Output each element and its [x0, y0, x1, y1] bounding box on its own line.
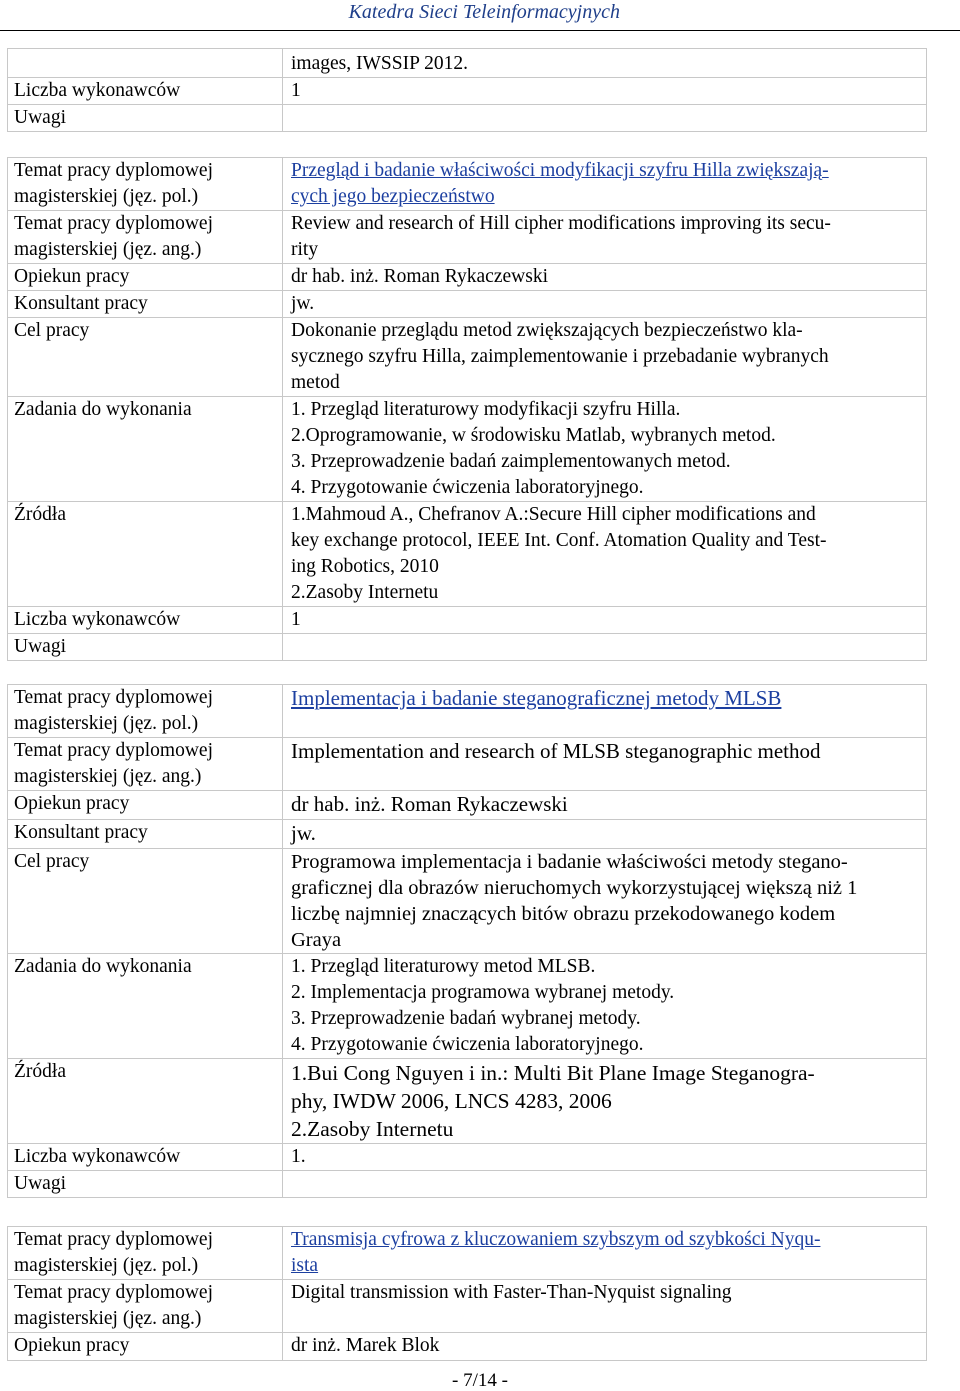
notes-value — [283, 1171, 927, 1198]
count-label: Liczba wykonawców — [8, 1144, 283, 1171]
supervisor-label: Opiekun pracy — [8, 791, 283, 820]
topic-en-value: Implementation and research of MLSB steganographic method — [283, 738, 927, 791]
page-header — [0, 0, 960, 31]
topic-pl-label: Temat pracy dyplomowej magisterskiej (jęz. pol.) — [8, 158, 283, 211]
count-value: 1. — [283, 1144, 927, 1171]
topic-en-value: Review and research of Hill cipher modifications improving its secu- rity — [283, 211, 927, 264]
count-value: 1 — [283, 607, 927, 634]
notes-value — [283, 634, 927, 661]
thesis-table-0 — [7, 48, 927, 132]
notes-label: Uwagi — [8, 1171, 283, 1198]
topic-pl-label: Temat pracy dyplomowej magisterskiej (jęz. pol.) — [8, 685, 283, 738]
topic-pl-link[interactable]: Transmisja cyfrowa z kluczowaniem szybszym od szybkości Nyqu- ista — [283, 1227, 927, 1280]
topic-pl-link[interactable]: Implementacja i badanie steganograficznej metody MLSB — [283, 685, 927, 738]
sources-label: Źródła — [8, 502, 283, 607]
sources-value: 1.Mahmoud A., Chefranov A.:Secure Hill cipher modifications and key exchange protocol, IEEE Int. Conf. Atomation Quality and Test- ing Robotics, 2010 2.Zasoby Internetu — [283, 502, 927, 607]
notes-label: Uwagi — [8, 105, 283, 132]
goal-label: Cel pracy — [8, 318, 283, 397]
thesis-table-1 — [7, 157, 927, 661]
count-label: Liczba wykonawców — [8, 607, 283, 634]
thesis-table-3 — [7, 1226, 927, 1361]
tasks-label: Zadania do wykonania — [8, 397, 283, 502]
header-title: Katedra Sieci Teleinformacyjnych — [348, 1, 620, 23]
supervisor-label: Opiekun pracy — [8, 1333, 283, 1361]
supervisor-label: Opiekun pracy — [8, 264, 283, 291]
count-value: 1 — [283, 78, 927, 105]
consultant-value: jw. — [283, 291, 927, 318]
consultant-value: jw. — [283, 820, 927, 849]
goal-value: Dokonanie przeglądu metod zwiększających bezpieczeństwo kla- sycznego szyfru Hilla, zaimplementowanie i przebadanie wybranych metod — [283, 318, 927, 397]
sources-value: 1.Bui Cong Nguyen i in.: Multi Bit Plane Image Steganogra- phy, IWDW 2006, LNCS 4283, 2006 2.Zasoby Internetu — [283, 1059, 927, 1144]
supervisor-value: dr hab. inż. Roman Rykaczewski — [283, 791, 927, 820]
topic-pl-label: Temat pracy dyplomowej magisterskiej (jęz. pol.) — [8, 1227, 283, 1280]
topic-pl-link[interactable]: Przegląd i badanie właściwości modyfikacji szyfru Hilla zwiększają- cych jego bezpieczeństwo — [283, 158, 927, 211]
sources-label: Źródła — [8, 1059, 283, 1144]
goal-label: Cel pracy — [8, 849, 283, 954]
topic-en-label: Temat pracy dyplomowej magisterskiej (jęz. ang.) — [8, 1280, 283, 1333]
tasks-value: 1. Przegląd literaturowy metod MLSB. 2. Implementacja programowa wybranej metody. 3. Przeprowadzenie badań wybranej metody. 4. Przygotowanie ćwiczenia laboratoryjnego. — [283, 954, 927, 1059]
topic-en-label: Temat pracy dyplomowej magisterskiej (jęz. ang.) — [8, 211, 283, 264]
supervisor-value: dr hab. inż. Roman Rykaczewski — [283, 264, 927, 291]
topic-en-value: Digital transmission with Faster-Than-Nyquist signaling — [283, 1280, 927, 1333]
consultant-label: Konsultant pracy — [8, 291, 283, 318]
label-cell — [8, 49, 283, 78]
goal-value: Programowa implementacja i badanie właściwości metody stegano- graficznej dla obrazów nieruchomych wykorzystującej większą niż 1 liczbę najmniej znaczących bitów obrazu przekodowanego kodem Graya — [283, 849, 927, 954]
tasks-value: 1. Przegląd literaturowy modyfikacji szyfru Hilla. 2.Oprogramowanie, w środowisku Matlab, wybranych metod. 3. Przeprowadzenie badań zaimplementowanych metod. 4. Przygotowanie ćwiczenia laboratoryjnego. — [283, 397, 927, 502]
sources-tail: images, IWSSIP 2012. — [283, 49, 927, 78]
supervisor-value: dr inż. Marek Blok — [283, 1333, 927, 1361]
page-number: - 7/14 - — [452, 1370, 508, 1391]
count-label: Liczba wykonawców — [8, 78, 283, 105]
tasks-label: Zadania do wykonania — [8, 954, 283, 1059]
notes-label: Uwagi — [8, 634, 283, 661]
topic-en-label: Temat pracy dyplomowej magisterskiej (jęz. ang.) — [8, 738, 283, 791]
notes-value — [283, 105, 927, 132]
thesis-table-2 — [7, 684, 927, 1198]
consultant-label: Konsultant pracy — [8, 820, 283, 849]
